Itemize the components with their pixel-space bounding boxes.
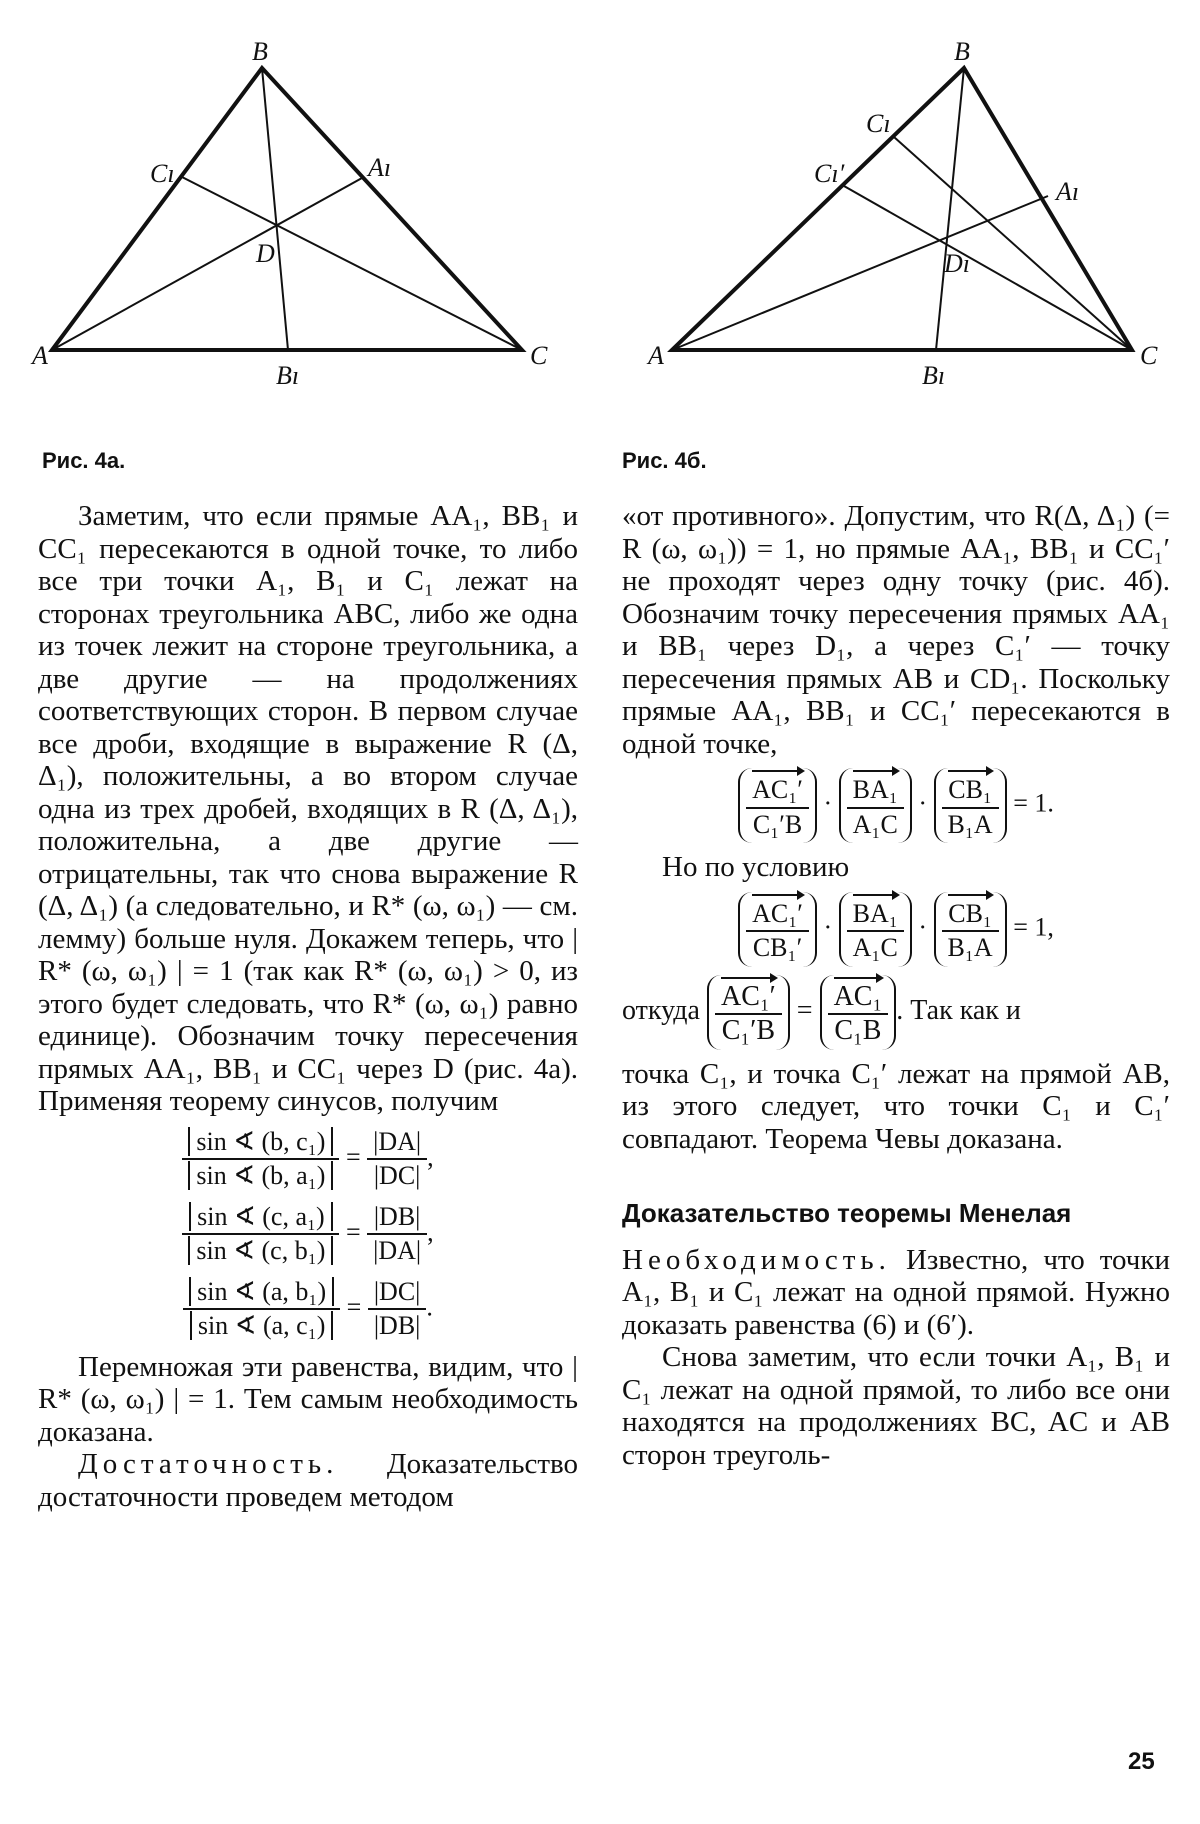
section-title: Доказательство теоремы Менелая <box>622 1198 1072 1228</box>
label-a1: Aı <box>1056 177 1080 206</box>
label-d: D <box>256 239 275 268</box>
label-b: B <box>954 37 970 66</box>
label-c: C <box>1140 341 1158 370</box>
triangle-abc <box>52 68 522 350</box>
cevian-aa1 <box>672 196 1048 350</box>
equation-2: $\frac{\text{sin ∢ (c, a₁)}}{\text{sin ∢ (c, b₁)}}$ = $\frac{|DB|}{|DA|}$ , <box>38 1201 578 1268</box>
cevian-bb1 <box>262 68 288 350</box>
cevian-cc1 <box>180 176 522 350</box>
left-column <box>38 500 578 1513</box>
label-c1-prime: Cı′ <box>814 159 845 188</box>
paragraph: Снова заметим, что если точки A₁, B₁ и C₁ лежат на одной прямой, то либо все они находятся на продолжениях BC, AC и AB сторон треуголь- <box>622 1341 1170 1471</box>
triangle-abc <box>672 68 1132 350</box>
label-a1: Aı <box>368 153 392 182</box>
paragraph: Перемножая эти равенства, видим, что | R* (ω, ω₁) | = 1. Тем самым необходимость доказана. <box>38 1350 578 1448</box>
equation-5: $\frac{\text{AC₁′}}{\text{CB₁′}}$ · $\frac{\text{BA₁}}{\text{A₁C}}$ · $\frac{\text{CB₁}}{\text{B₁A}}$ = 1, <box>622 892 1170 967</box>
cevian-bb1 <box>936 68 964 350</box>
label-b: B <box>252 37 268 66</box>
right-column <box>622 500 1170 1471</box>
label-c: C <box>530 341 548 370</box>
paragraph: точка C₁, и точка C₁′ лежат на прямой AB, из этого следует, что точки C₁ и C₁′ совпадают. Теорема Чевы доказана. <box>622 1057 1170 1155</box>
label-a: A <box>648 341 664 370</box>
label-a: A <box>32 341 48 370</box>
label-c1: Cı <box>150 159 175 188</box>
figure-4a <box>0 0 600 440</box>
paragraph: Необходимость. Известно, что точки A₁, B₁ и C₁ лежат на одной прямой. Нужно доказать равенства (6) и (6′). <box>622 1243 1170 1341</box>
label-d1: Dı <box>944 249 970 278</box>
page-number: 25 <box>1128 1748 1155 1775</box>
label-b1: Bı <box>922 361 946 390</box>
equation-4: $\frac{\text{AC₁′}}{\text{C₁′B}}$ · $\frac{\text{BA₁}}{\text{A₁C}}$ · $\frac{\text{CB₁}}{\text{B₁A}}$ = 1. <box>622 768 1170 843</box>
equation-6-line: откуда $\frac{\text{AC₁′}}{\text{C₁′B}}$ = $\frac{\text{AC₁}}{\text{C₁B}}$ . Так как и <box>622 975 1170 1050</box>
label-b1: Bı <box>276 361 300 390</box>
figure-4b-caption: Рис. 4б. <box>622 448 707 473</box>
paragraph: «от противного». Допустим, что R(Δ, Δ₁) (= R (ω, ω₁)) = 1, но прямые AA₁, BB₁ и CC₁′ не проходят через одну точку (рис. 4б). Обозначим точку пересечения прямых AA₁ и BB₁ через D₁, а через C₁′ — точку пересечения прямых AB и CD₁. Поскольку прямые AA₁, BB₁ и CC₁′ пересекаются в одной точке, <box>622 500 1170 760</box>
paragraph: Достаточность. Доказательство достаточности проведем методом <box>38 1448 578 1513</box>
equation-3: $\frac{\text{sin ∢ (a, b₁)}}{\text{sin ∢ (a, c₁)}}$ = $\frac{|DC|}{|DB|}$ . <box>38 1276 578 1343</box>
equation-1: $\frac{\text{sin ∢ (b, c₁)}}{\text{sin ∢ (b, a₁)}}$ = $\frac{|DA|}{|DC|}$ , <box>38 1126 578 1193</box>
figure-4a-caption: Рис. 4а. <box>42 448 126 473</box>
cevian-aa1 <box>52 178 362 350</box>
label-c1: Cı <box>866 109 891 138</box>
paragraph: Но по условию <box>662 851 850 883</box>
cevian-cc1prime <box>844 186 1132 350</box>
paragraph: Заметим, что если прямые AA₁, BB₁ и CC₁ пересекаются в одной точке, то либо все три точки A₁, B₁ и C₁ лежат на сторонах треугольника ABC, либо же одна из точек лежит на стороне треугольника, а две другие — на продолжениях соответствующих сторон. В первом случае все дроби, входящие в выражение R (Δ, Δ₁), положительны, а во втором случае одна из трех дробей, входящих в R (Δ, Δ₁), положительна, а две другие — отрицательны, так что снова выражение R (Δ, Δ₁) (а следовательно, и R* (ω, ω₁) — см. лемму) больше нуля. Докажем теперь, что | R* (ω, ω₁) | = 1 (так как R* (ω, ω₁) > 0, из этого будет следовать, что R* (ω, ω₁) равно единице). Обозначим точку пересечения прямых AA₁, BB₁ и CC₁ через D (рис. 4а). Применяя теорему синусов, получим <box>38 500 578 1117</box>
figure-4b <box>600 0 1200 440</box>
